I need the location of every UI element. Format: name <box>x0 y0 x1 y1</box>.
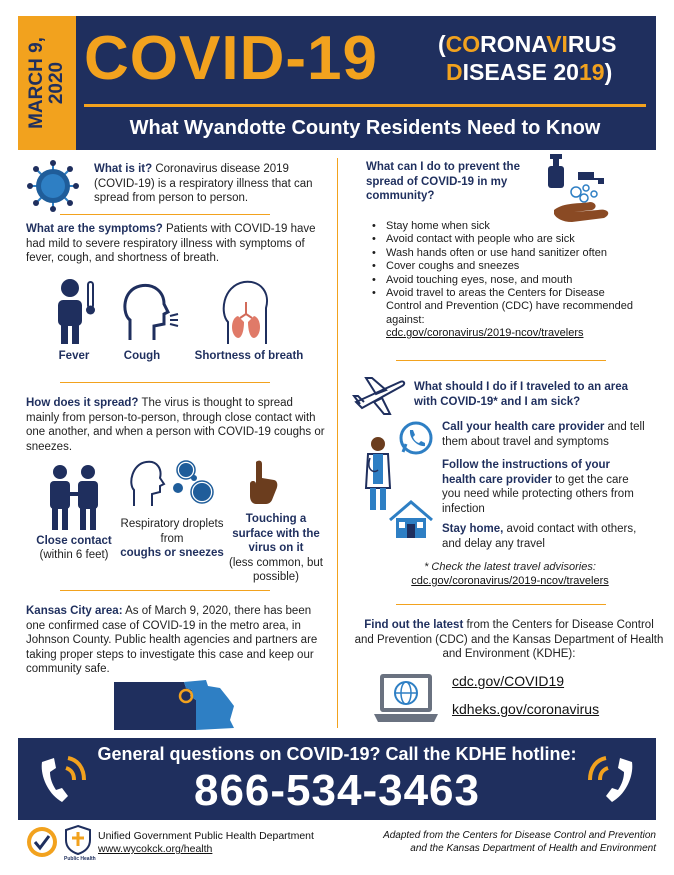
list-item: • Avoid contact with people who are sick <box>370 233 642 246</box>
travel-step-stay-home: Stay home, avoid contact with others, and delay any travel <box>442 523 637 550</box>
section-rule <box>60 214 270 215</box>
travel-step-follow: Follow the instructions of your health care provider to get the care you need while protecting others from infection <box>442 459 634 515</box>
prevent-travel-link[interactable]: cdc.gov/coronavirus/2019-ncov/travelers <box>386 327 584 339</box>
cough-icon <box>120 280 180 344</box>
list-item: • Wash hands often or use hand sanitizer often <box>370 247 642 260</box>
travel-advisory-note: * Check the latest travel advisories: <box>424 561 596 573</box>
section-rule <box>396 360 606 361</box>
hotline-phone-number[interactable]: 866-534-3463 <box>193 766 480 815</box>
symptom-fever-label: Fever <box>58 350 90 362</box>
public-health-logo-label: Public Health <box>64 856 96 862</box>
header-date: MARCH 9, 2020 <box>26 37 67 129</box>
list-item: • Avoid travel to areas the Centers for Disease Control and Prevention (CDC) have recommended against: <box>370 287 642 327</box>
fever-icon <box>52 278 100 346</box>
airplane-icon <box>352 374 406 416</box>
list-item: • Cover coughs and sneezes <box>370 260 642 273</box>
close-contact-label: Close contact (within 6 feet) <box>36 535 112 561</box>
section-rule <box>60 382 270 383</box>
kansas-city-text: Kansas City area: As of March 9, 2020, there has been one confirmed case of COVID-19 in the metro area, in Johnson County. Public health agencies and partners are taking proper steps to investigate this case and keep our community safe. <box>26 605 318 675</box>
org-website-link[interactable]: www.wycokck.org/health <box>98 843 213 855</box>
close-contact-icon <box>42 464 106 530</box>
symptom-cough-label: Cough <box>123 350 161 362</box>
phone-icon-right <box>580 748 642 810</box>
prevent-list <box>370 220 642 327</box>
page-title: COVID-19 <box>84 24 378 93</box>
page-subtitle: (CORONAVIRUS DISEASE 2019) <box>438 31 617 85</box>
travel-step-call: Call your health care provider and tell them about travel and symptoms <box>442 421 645 448</box>
droplets-icon <box>130 458 216 510</box>
prevent-question: What can I do to prevent the spread of COVID-19 in my community? <box>366 161 520 202</box>
symptoms-text: What are the symptoms? Patients with COVID-19 have had mild to severe respiratory illness with symptoms of fever, cough, and shortness of breath. <box>26 223 316 264</box>
symptom-breath-label: Shortness of breath <box>194 350 304 362</box>
list-item: • Stay home when sick <box>370 220 642 233</box>
find-latest-text: Find out the latest from the Centers for Disease Control and Prevention (CDC) and the Kansas Department of Health and Environment (KDHE): <box>354 619 664 660</box>
what-is-it-text: What is it? Coronavirus disease 2019 (COVID-19) is a respiratory illness that can spread from person to person. <box>94 163 313 204</box>
kansas-map-icon <box>110 676 238 732</box>
spread-text: How does it spread? The virus is thought to spread mainly from person-to-person, through close contact with one another, and when a person with COVID-19 coughs or sneezes. <box>26 397 325 453</box>
hotline-banner <box>18 738 656 820</box>
pointing-hand-icon <box>244 460 280 504</box>
surface-label: Touching a surface with the virus on it (less common, but possible) <box>229 513 323 583</box>
droplets-label: Respiratory droplets from coughs or sneezes <box>120 518 224 559</box>
house-icon <box>388 500 434 540</box>
ug-seal-logo <box>26 826 58 858</box>
travel-question: What should I do if I traveled to an area with COVID-19* and I am sick? <box>414 381 629 408</box>
header-divider <box>84 104 646 107</box>
cdc-link[interactable]: cdc.gov/COVID19 <box>452 673 565 689</box>
advisory-link[interactable]: cdc.gov/coronavirus/2019-ncov/travelers <box>411 575 609 587</box>
adapted-from-note: Adapted from the Centers for Disease Control and Prevention and the Kansas Department of Health and Environment <box>383 830 656 854</box>
header-banner <box>18 16 656 150</box>
org-info <box>98 830 314 856</box>
header-tagline: What Wyandotte County Residents Need to Know <box>129 117 601 139</box>
handwashing-icon <box>544 152 616 224</box>
section-rule <box>396 604 606 605</box>
hotline-question: General questions on COVID-19? Call the KDHE hotline: <box>97 744 577 764</box>
section-rule <box>60 590 270 591</box>
virus-icon <box>22 160 84 212</box>
phone-call-icon <box>398 420 434 456</box>
laptop-globe-icon <box>372 672 440 726</box>
column-divider <box>337 158 338 728</box>
list-item: • Avoid touching eyes, nose, and mouth <box>370 274 642 287</box>
date-band <box>18 16 76 150</box>
public-health-logo <box>62 824 94 856</box>
kdhe-link[interactable]: kdheks.gov/coronavirus <box>452 701 600 717</box>
org-name: Unified Government Public Health Department <box>98 830 314 842</box>
lungs-icon <box>214 278 278 346</box>
